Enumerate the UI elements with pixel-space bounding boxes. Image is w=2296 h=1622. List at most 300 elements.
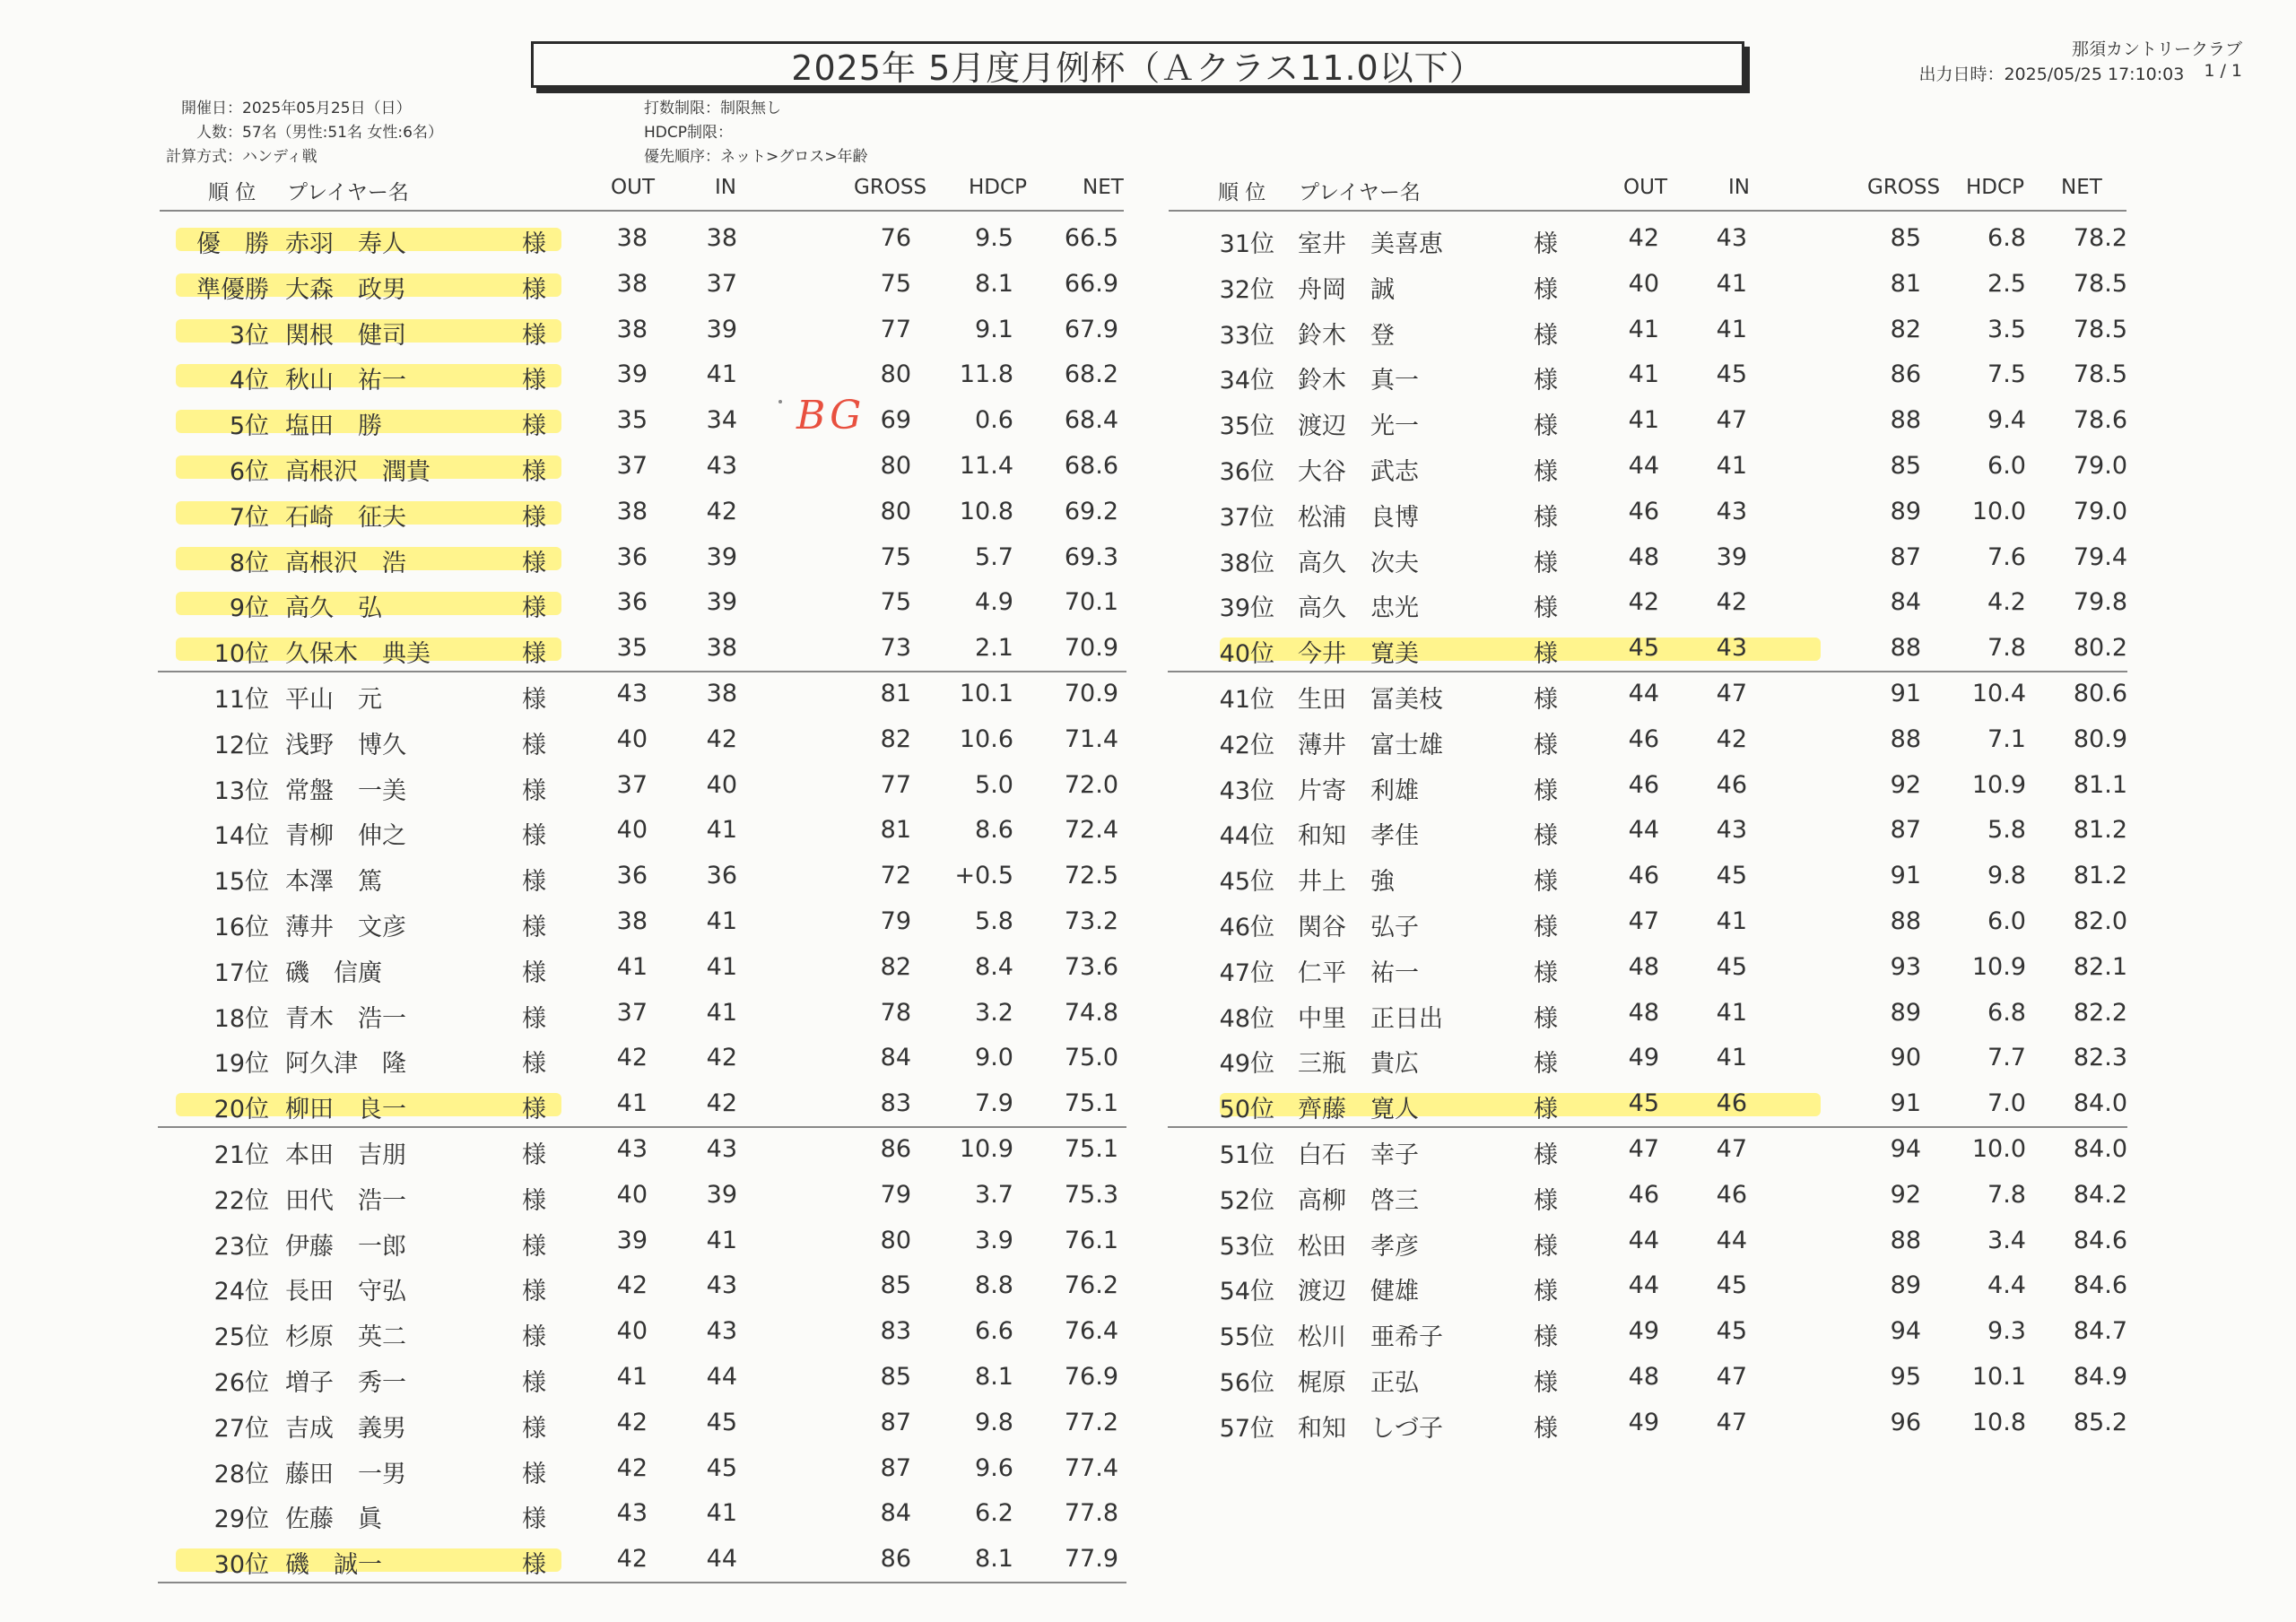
in-score: 38 [706,634,737,663]
hdcp-value: 8.6 [975,816,1013,845]
gross-score: 94 [1890,1135,1921,1163]
page-title: 2025年 5月度月例杯（Ａクラス11.0以下） [531,41,1744,88]
gross-score: 86 [880,1135,911,1163]
honorific: 様 [1534,549,1558,577]
result-row [1148,992,2296,1031]
out-score: 38 [616,497,648,525]
rank-cell: 18位 [213,1004,269,1033]
player-name: 中里 正日出 [1298,1004,1443,1033]
out-score: 42 [1628,224,1659,252]
player-name: 杉原 英二 [285,1323,406,1352]
in-score: 42 [1716,588,1747,617]
honorific: 様 [522,868,546,897]
print-info [1918,61,2242,85]
result-row [1148,854,2296,897]
header-player: プレイヤー名 [1299,181,1421,204]
out-score: 45 [1628,1089,1659,1118]
honorific: 様 [522,958,546,987]
player-name: 吉成 義男 [285,1414,406,1443]
gross-score: 86 [880,1545,911,1574]
net-score: 75.3 [1064,1180,1118,1209]
honorific: 様 [1534,458,1558,486]
header-hdcp: HDCP [969,176,1027,199]
in-score: 43 [706,1271,737,1300]
out-score: 47 [1628,1135,1659,1163]
hdcp-value: 3.4 [1987,1226,2026,1254]
in-score: 45 [1716,862,1747,890]
honorific: 様 [1534,412,1558,441]
print-datetime: 出力日時：2025/05/25 17:10:03 [1918,65,2185,84]
in-score: 41 [1716,269,1747,298]
net-score: 68.2 [1064,360,1118,389]
rank-cell: 35位 [1219,412,1274,441]
info-label: 優先順序： [644,148,720,166]
player-name: 齊藤 寛人 [1298,1096,1419,1124]
honorific: 様 [522,549,546,577]
out-score: 45 [1628,634,1659,663]
in-score: 41 [1716,907,1747,935]
honorific: 様 [1534,958,1558,987]
rank-cell: 33位 [1219,321,1274,350]
hdcp-value: 9.1 [975,315,1013,343]
result-row [0,627,1148,669]
in-score: 47 [1716,1135,1747,1163]
hdcp-value: 10.6 [959,724,1013,753]
net-score: 84.9 [2073,1363,2127,1391]
out-score: 40 [616,1180,648,1209]
gross-score: 83 [880,1089,911,1118]
header-gross: GROSS [1867,176,1941,199]
rank-cell: 優 勝 [196,230,269,258]
honorific: 様 [522,776,546,805]
result-row [0,1037,1148,1079]
player-name: 石崎 征夫 [285,503,406,532]
player-name: 三瓶 貴広 [1298,1050,1419,1079]
result-row [0,992,1148,1031]
hdcp-value: 11.4 [959,452,1013,480]
gross-score: 94 [1890,1317,1921,1346]
header-net: NET [1083,176,1124,199]
net-score: 81.1 [2073,770,2127,799]
honorific: 様 [522,1460,546,1488]
gross-score: 89 [1890,497,1921,525]
out-score: 40 [616,1317,648,1346]
out-score: 46 [1628,862,1659,890]
out-score: 41 [616,1363,648,1391]
result-row [1148,353,2296,393]
table-bottom-rule [158,1582,1126,1583]
gross-score: 82 [1890,315,1921,343]
player-name: 高久 次夫 [1298,549,1419,577]
out-score: 43 [616,1499,648,1528]
info-label: 開催日： [181,100,242,117]
net-score: 77.9 [1064,1545,1118,1574]
honorific: 様 [1534,731,1558,759]
out-score: 40 [616,724,648,753]
net-score: 71.4 [1064,724,1118,753]
out-score: 41 [1628,360,1659,389]
out-score: 42 [616,1408,648,1436]
hdcp-value: 7.1 [1987,724,2026,753]
rank-cell: 39位 [1219,594,1274,623]
player-name: 和知 孝佳 [1298,822,1419,851]
out-score: 46 [1628,724,1659,753]
result-row [1148,900,2296,940]
out-score: 37 [616,770,648,799]
in-score: 41 [1716,1044,1747,1072]
honorific: 様 [522,822,546,851]
player-name: 松田 孝彦 [1298,1232,1419,1261]
result-row [1148,445,2296,484]
player-name: 塩田 勝 [285,412,382,441]
gross-score: 87 [1890,542,1921,571]
in-score: 40 [706,770,737,799]
gross-score: 88 [1890,634,1921,663]
in-score: 41 [1716,315,1747,343]
header-net: NET [2061,176,2102,199]
player-name: 白石 幸子 [1298,1141,1419,1169]
in-score: 41 [706,998,737,1027]
rank-cell: 26位 [213,1369,269,1397]
honorific: 様 [522,594,546,623]
honorific: 様 [522,1414,546,1443]
out-score: 42 [616,1545,648,1574]
player-name: 大森 政男 [285,275,406,304]
in-score: 43 [706,452,737,480]
rank-cell: 21位 [213,1141,269,1169]
in-score: 44 [706,1363,737,1391]
gross-score: 80 [880,1226,911,1254]
result-row [0,946,1148,985]
net-score: 79.0 [2073,497,2127,525]
net-score: 84.6 [2073,1271,2127,1300]
result-row [0,536,1148,576]
net-score: 75.0 [1064,1044,1118,1072]
header-gross: GROSS [854,176,927,199]
in-score: 41 [706,952,737,981]
gross-score: 86 [1890,360,1921,389]
player-name: 柳田 良一 [285,1096,406,1124]
player-name: 梶原 正弘 [1298,1369,1419,1397]
honorific: 様 [522,230,546,258]
result-row [0,490,1148,530]
out-score: 38 [616,315,648,343]
rank-cell: 32位 [1219,275,1274,304]
gross-score: 92 [1890,1180,1921,1209]
right-results-table [1148,213,2296,1585]
in-score: 36 [706,862,737,890]
hdcp-value: 7.5 [1987,360,2026,389]
rank-cell: 3位 [229,321,269,350]
rank-cell: 11位 [213,686,269,714]
rank-cell: 43位 [1219,776,1274,805]
out-score: 43 [616,680,648,707]
gross-score: 80 [880,452,911,480]
out-score: 36 [616,862,648,890]
header-hdcp: HDCP [1966,176,2024,199]
result-row [1148,1310,2296,1352]
stray-dot [778,400,782,403]
out-score: 44 [1628,816,1659,845]
net-score: 75.1 [1064,1135,1118,1163]
gross-score: 95 [1890,1363,1921,1391]
out-score: 44 [1628,1271,1659,1300]
out-score: 40 [1628,269,1659,298]
gross-score: 88 [1890,724,1921,753]
gross-score: 81 [880,816,911,845]
net-score: 84.0 [2073,1089,2127,1118]
player-name: 高柳 啓三 [1298,1186,1419,1215]
info-value: 2025年05月25日（日） [242,100,412,117]
hdcp-value: 4.4 [1987,1271,2026,1300]
net-score: 82.3 [2073,1044,2127,1072]
rank-cell: 45位 [1219,868,1274,897]
in-score: 45 [1716,1271,1747,1300]
hdcp-value: 10.1 [959,680,1013,707]
hdcp-value: 10.1 [1971,1363,2026,1391]
out-score: 38 [616,907,648,935]
net-score: 78.5 [2073,315,2127,343]
out-score: 44 [1628,680,1659,707]
net-score: 80.6 [2073,680,2127,707]
result-row [0,1401,1148,1441]
rank-cell: 12位 [213,731,269,759]
honorific: 様 [1534,1186,1558,1215]
net-score: 69.2 [1064,497,1118,525]
gross-score: 85 [880,1271,911,1300]
info-label: 計算方式： [166,148,242,166]
result-row [1148,263,2296,302]
hdcp-value: 5.0 [975,770,1013,799]
honorific: 様 [1534,914,1558,941]
gross-score: 84 [880,1044,911,1072]
hdcp-value: 10.9 [959,1135,1013,1163]
hdcp-value: 8.1 [975,269,1013,298]
gross-score: 90 [1890,1044,1921,1072]
rank-cell: 54位 [1219,1278,1274,1306]
player-name: 本澤 篤 [285,868,382,897]
gross-score: 77 [880,770,911,799]
rank-cell: 50位 [1219,1096,1274,1124]
hdcp-value: 10.0 [1971,497,2026,525]
result-row [1148,308,2296,348]
player-name: 薄井 富士雄 [1298,731,1443,759]
in-score: 38 [706,680,737,707]
honorific: 様 [1534,868,1558,897]
player-name: 松川 亜希子 [1298,1323,1443,1352]
gross-score: 87 [1890,816,1921,845]
out-score: 36 [616,588,648,617]
result-row [0,1492,1148,1534]
rank-cell: 46位 [1219,914,1274,941]
net-score: 84.2 [2073,1180,2127,1209]
net-score: 81.2 [2073,816,2127,845]
in-score: 39 [706,315,737,343]
result-row [0,217,1148,256]
result-row [0,900,1148,940]
out-score: 46 [1628,497,1659,525]
out-score: 48 [1628,542,1659,571]
header-rule [160,210,1124,212]
net-score: 79.0 [2073,452,2127,480]
result-row [0,718,1148,758]
gross-score: 79 [880,907,911,935]
rank-cell: 14位 [213,822,269,851]
hdcp-value: 7.0 [1987,1089,2026,1118]
honorific: 様 [522,640,546,669]
event-info [161,97,443,169]
in-score: 45 [1716,360,1747,389]
out-score: 42 [1628,588,1659,617]
honorific: 様 [522,686,546,714]
player-name: 渡辺 光一 [1298,412,1419,441]
player-name: 鈴木 真一 [1298,367,1419,395]
net-score: 77.2 [1064,1408,1118,1436]
net-score: 84.0 [2073,1135,2127,1163]
result-row [0,263,1148,302]
out-score: 42 [616,1044,648,1072]
rank-cell: 29位 [213,1505,269,1534]
player-name: 阿久津 隆 [285,1050,406,1079]
honorific: 様 [522,367,546,395]
out-score: 41 [616,1089,648,1118]
in-score: 34 [706,406,737,435]
honorific: 様 [522,1232,546,1261]
result-row [0,1447,1148,1487]
player-name: 生田 冨美枝 [1298,686,1443,714]
gross-score: 77 [880,315,911,343]
result-row [1148,217,2296,256]
in-score: 46 [1716,770,1747,799]
player-name: 佐藤 眞 [285,1505,382,1534]
hdcp-value: 10.8 [959,497,1013,525]
gross-score: 91 [1890,1089,1921,1118]
header-in: IN [715,176,736,199]
group-divider [158,1126,1126,1128]
info-value: 制限無し [720,100,781,117]
gross-score: 88 [1890,1226,1921,1254]
rank-cell: 51位 [1219,1141,1274,1169]
rank-cell: 13位 [213,776,269,805]
rank-cell: 19位 [213,1050,269,1079]
gross-score: 76 [880,224,911,252]
hdcp-value: 10.9 [1971,770,2026,799]
honorific: 様 [1534,822,1558,851]
out-score: 42 [616,1271,648,1300]
player-name: 浅野 博久 [285,731,406,759]
result-row [1148,1128,2296,1167]
result-row [1148,946,2296,985]
result-row [1148,764,2296,803]
hdcp-value: 10.0 [1971,1135,2026,1163]
player-name: 高根沢 潤貴 [285,458,430,486]
in-score: 38 [706,224,737,252]
honorific: 様 [1534,230,1558,258]
out-score: 44 [1628,1226,1659,1254]
hdcp-value: 9.8 [1987,862,2026,890]
gross-score: 88 [1890,406,1921,435]
net-score: 73.6 [1064,952,1118,981]
out-score: 41 [1628,406,1659,435]
gross-score: 80 [880,360,911,389]
gross-score: 85 [880,1363,911,1391]
player-name: 松浦 良博 [1298,503,1419,532]
gross-score: 85 [1890,224,1921,252]
result-row [0,809,1148,851]
header-in: IN [1728,176,1750,199]
result-row [1148,1219,2296,1259]
in-score: 39 [706,1180,737,1209]
hdcp-value: +0.5 [954,862,1013,890]
result-row [0,308,1148,348]
rank-cell: 6位 [229,458,269,486]
in-score: 42 [706,1044,737,1072]
honorific: 様 [522,1551,546,1580]
rank-cell: 41位 [1219,686,1274,714]
player-name: 鈴木 登 [1298,321,1395,350]
hdcp-value: 3.2 [975,998,1013,1027]
result-row [0,672,1148,712]
in-score: 43 [706,1135,737,1163]
hdcp-value: 7.6 [1987,542,2026,571]
rank-cell: 30位 [213,1551,269,1580]
player-name: 赤羽 寿人 [285,230,406,258]
hdcp-value: 10.9 [1971,952,2026,981]
rank-cell: 5位 [229,412,269,441]
honorific: 様 [1534,640,1558,669]
player-name: 関谷 弘子 [1298,914,1419,941]
result-row [1148,1401,2296,1441]
honorific: 様 [522,1323,546,1352]
hdcp-value: 6.0 [1987,907,2026,935]
player-name: 高久 忠光 [1298,594,1419,623]
gross-score: 81 [1890,269,1921,298]
honorific: 様 [522,914,546,941]
in-score: 44 [706,1545,737,1574]
rank-cell: 9位 [229,594,269,623]
in-score: 37 [706,269,737,298]
net-score: 76.9 [1064,1363,1118,1391]
net-score: 77.8 [1064,1499,1118,1528]
out-score: 48 [1628,952,1659,981]
rank-cell: 40位 [1219,640,1274,669]
info-value: 57名（男性:51名 女性:6名） [242,124,443,142]
in-score: 45 [1716,952,1747,981]
honorific: 様 [1534,275,1558,304]
out-score: 48 [1628,998,1659,1027]
in-score: 47 [1716,406,1747,435]
rank-cell: 56位 [1219,1369,1274,1397]
header-player: プレイヤー名 [287,181,409,204]
in-score: 41 [1716,452,1747,480]
info-label: 人数： [196,124,242,142]
in-score: 41 [706,1226,737,1254]
hdcp-value: 9.8 [975,1408,1013,1436]
honorific: 様 [1534,1278,1558,1306]
honorific: 様 [522,412,546,441]
net-score: 68.6 [1064,452,1118,480]
net-score: 76.1 [1064,1226,1118,1254]
in-score: 43 [1716,634,1747,663]
rule-info [644,97,868,169]
honorific: 様 [522,1096,546,1124]
gross-score: 91 [1890,862,1921,890]
gross-score: 75 [880,542,911,571]
player-name: 本田 吉朋 [285,1141,406,1169]
hdcp-value: 6.0 [1987,452,2026,480]
hdcp-value: 10.8 [1971,1408,2026,1436]
player-name: 磯 信廣 [285,958,382,987]
